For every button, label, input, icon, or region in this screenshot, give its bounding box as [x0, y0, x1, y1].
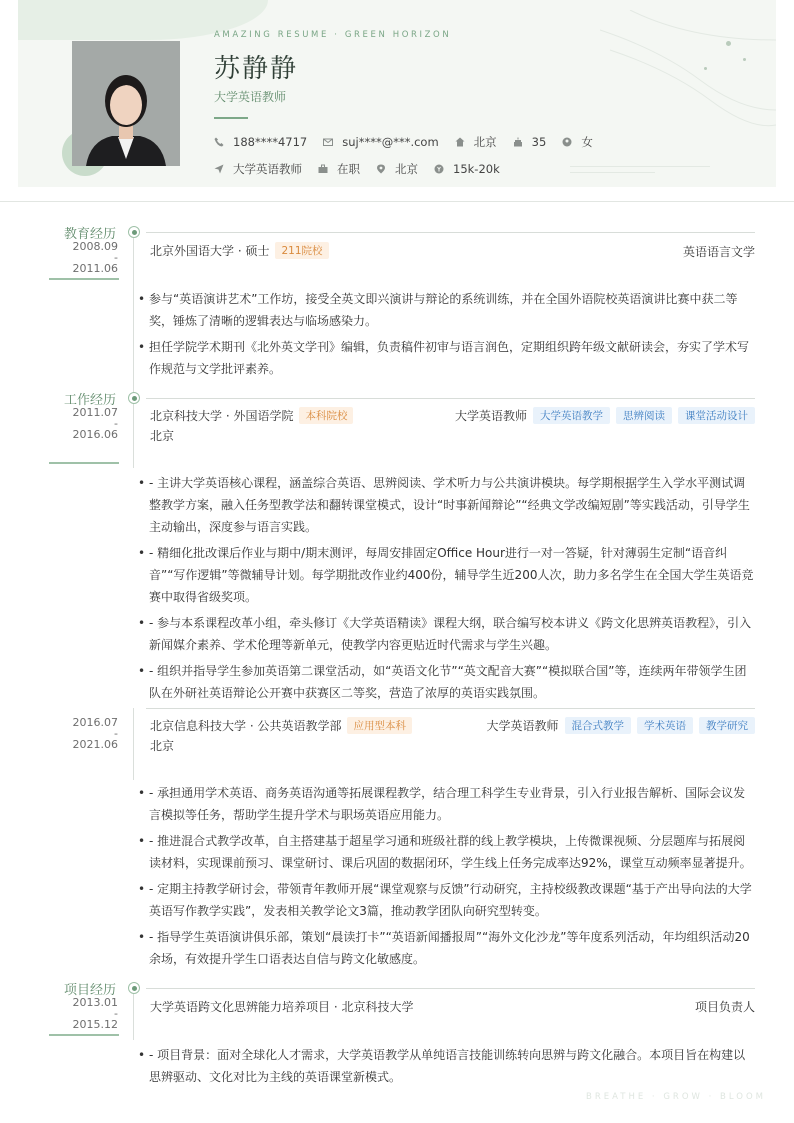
phone-icon — [214, 137, 224, 147]
contact-age: 35 — [513, 135, 547, 149]
entry-divider — [146, 232, 755, 233]
intent-status: 在职 — [318, 161, 360, 177]
profile-photo — [72, 41, 180, 166]
entry-divider — [146, 988, 755, 989]
list-item: • 担任学院学术期刊《北外英文学刊》编辑，负责稿件初审与语言润色，定期组织跨年级文献研读会，夯实了学术写作规范与文学批评素养。 — [138, 336, 756, 380]
date-separator: - — [114, 251, 118, 264]
footer-motto: BREATHE · GROW · BLOOM — [586, 1092, 766, 1102]
timeline-line — [133, 988, 134, 1040]
section-underline — [49, 1034, 119, 1036]
skill-tag: 课堂活动设计 — [678, 407, 755, 424]
list-item: • - 推进混合式教学改革，自主搭建基于超星学习通和班级社群的线上教学模块，上传微课视频、分层题库与拓展阅读材料，实现课前预习、课堂研讨、课后巩固的数据闭环，学生线上任务完成率达92%，课堂互动频率显著提升。 — [138, 830, 756, 874]
skill-tag: 思辨阅读 — [616, 407, 672, 424]
entry-divider — [146, 398, 755, 399]
timeline-dot — [128, 392, 140, 404]
edu-school: 北京外国语大学 · 硕士 211院校 — [150, 242, 329, 259]
header-wave-decoration — [600, 10, 776, 130]
list-item: • - 指导学生英语演讲俱乐部，策划“晨读打卡”“英语新闻播报周”“海外文化沙龙”等年度系列活动，年均组织活动20余场，有效提升学生口语表达自信与跨文化敏感度。 — [138, 926, 756, 970]
edu-end-date: 2011.06 — [72, 262, 118, 275]
list-item: • - 项目背景：面对全球化人才需求，大学英语教学从单纯语言技能训练转向思辨与跨文化融合。本项目旨在构建以思辨驱动、文化对比为主线的英语课堂新模式。 — [138, 1044, 756, 1088]
section-title-project: 项目经历 — [63, 983, 116, 998]
contact-phone: 188****4717 — [214, 135, 307, 149]
section-underline — [49, 278, 119, 280]
list-item: • - 定期主持教学研讨会，带领青年教师开展“课堂观察与反馈”行动研究，主持校级教改课题“基于产出导向法的大学英语写作教学实践”，发表相关教学论文3篇，推动教学团队向研究型转变。 — [138, 878, 756, 922]
list-item: • - 精细化批改课后作业与期中/期末测评，每周安排固定Office Hour进行一对一答疑，针对薄弱生定制“语音纠音”“写作逻辑”等微辅导计划。每学期批改作业约400份，辅导学生近200人次，助力多名学生在全国大学生英语竞赛中取得省级奖项。 — [138, 542, 756, 608]
intent-city: 北京 — [376, 161, 418, 177]
contact-city: 北京 — [455, 134, 497, 150]
timeline-dot — [128, 982, 140, 994]
intent-row — [214, 161, 516, 177]
work-end-date: 2021.06 — [72, 738, 118, 751]
candidate-name: 苏静静 — [214, 54, 299, 84]
list-item: • - 参与本系课程改革小组，牵头修订《大学英语精读》课程大纲，联合编写校本讲义《跨文化思辨英语教程》，引入新闻媒介素养、学术伦理等新单元，使教学内容更贴近时代需求与学生兴趣。 — [138, 612, 756, 656]
date-separator: - — [114, 727, 118, 740]
intent-salary: 15k-20k — [434, 162, 500, 176]
project-role: 项目负责人 — [694, 1000, 755, 1014]
work-position: 大学英语教师 混合式教学 学术英语 教学研究 — [486, 717, 755, 734]
section-title-work: 工作经历 — [63, 393, 116, 408]
school-badge: 211院校 — [275, 242, 328, 259]
timeline-line — [133, 398, 134, 468]
list-item: • - 主讲大学英语核心课程，涵盖综合英语、思辨阅读、学术听力与公共演讲模块。每学期根据学生入学水平测试调整教学方案，融入任务型教学法和翻转课堂模式，设计“时事新闻辩论”“经典文学改编短剧”等实践活动，引导学生主动输出，深度参与语言实践。 — [138, 472, 756, 538]
work-position: 大学英语教师 大学英语教学 思辨阅读 课堂活动设计 — [455, 407, 755, 424]
work-location: 北京 — [150, 739, 175, 753]
work-start-date: 2016.07 — [72, 716, 118, 729]
send-icon — [214, 164, 224, 174]
decor-line — [570, 166, 710, 167]
money-icon — [434, 164, 444, 174]
location-icon — [376, 164, 386, 174]
briefcase-icon — [318, 164, 328, 174]
contact-gender: 女 — [562, 134, 593, 150]
cake-icon — [513, 137, 523, 147]
home-icon — [455, 137, 465, 147]
work-org: 北京科技大学 · 外国语学院 本科院校 — [150, 407, 353, 424]
work-end-date: 2016.06 — [72, 428, 118, 441]
header-divider — [0, 201, 794, 202]
intent-position: 大学英语教师 — [214, 161, 302, 177]
contact-row — [214, 134, 609, 150]
date-separator: - — [114, 417, 118, 430]
decor-line — [570, 172, 655, 173]
skill-tag: 大学英语教学 — [533, 407, 610, 424]
work-start-date: 2011.07 — [72, 406, 118, 419]
decor-dot — [743, 58, 746, 61]
work-org: 北京信息科技大学 · 公共英语教学部 应用型本科 — [150, 717, 412, 734]
skill-tag: 教学研究 — [699, 717, 755, 734]
decor-dot — [704, 67, 707, 70]
list-item: • - 承担通用学术英语、商务英语沟通等拓展课程教学，结合理工科学生专业背景，引入行业报告解析、国际会议发言模拟等任务，帮助学生提升学术与职场英语应用能力。 — [138, 782, 756, 826]
decor-dot — [726, 41, 731, 46]
list-item: • 参与“英语演讲艺术”工作坊，接受全英文即兴演讲与辩论的系统训练，并在全国外语院校英语演讲比赛中获二等奖，锤炼了清晰的逻辑表达与临场感染力。 — [138, 288, 756, 332]
skill-tag: 学术英语 — [637, 717, 693, 734]
timeline-line — [133, 708, 134, 780]
list-item: • - 组织并指导学生参加英语第二课堂活动，如“英语文化节”“英文配音大赛”“模拟联合国”等，连续两年带领学生团队在外研社英语辩论公开赛中获赛区二等奖，营造了浓厚的英语实践氛围。 — [138, 660, 756, 704]
date-separator: - — [114, 1007, 118, 1020]
project-name: 大学英语跨文化思辨能力培养项目 · 北京科技大学 — [150, 1000, 414, 1014]
gender-icon — [562, 137, 572, 147]
name-underline — [214, 117, 248, 119]
edu-start-date: 2008.09 — [72, 240, 118, 253]
candidate-role: 大学英语教师 — [214, 90, 287, 104]
work-location: 北京 — [150, 429, 175, 443]
edu-major: 英语语言文学 — [682, 245, 755, 259]
mail-icon — [323, 137, 333, 147]
project-start-date: 2013.01 — [72, 996, 118, 1009]
resume-tagline: AMAZING RESUME · GREEN HORIZON — [214, 30, 452, 40]
section-title-education: 教育经历 — [63, 227, 116, 242]
org-badge: 本科院校 — [299, 407, 353, 424]
org-badge: 应用型本科 — [347, 717, 412, 734]
skill-tag: 混合式教学 — [565, 717, 632, 734]
section-underline — [49, 462, 119, 464]
project-end-date: 2015.12 — [72, 1018, 118, 1031]
contact-email: suj****@***.com — [323, 135, 438, 149]
timeline-dot — [128, 226, 140, 238]
entry-divider — [146, 708, 755, 709]
